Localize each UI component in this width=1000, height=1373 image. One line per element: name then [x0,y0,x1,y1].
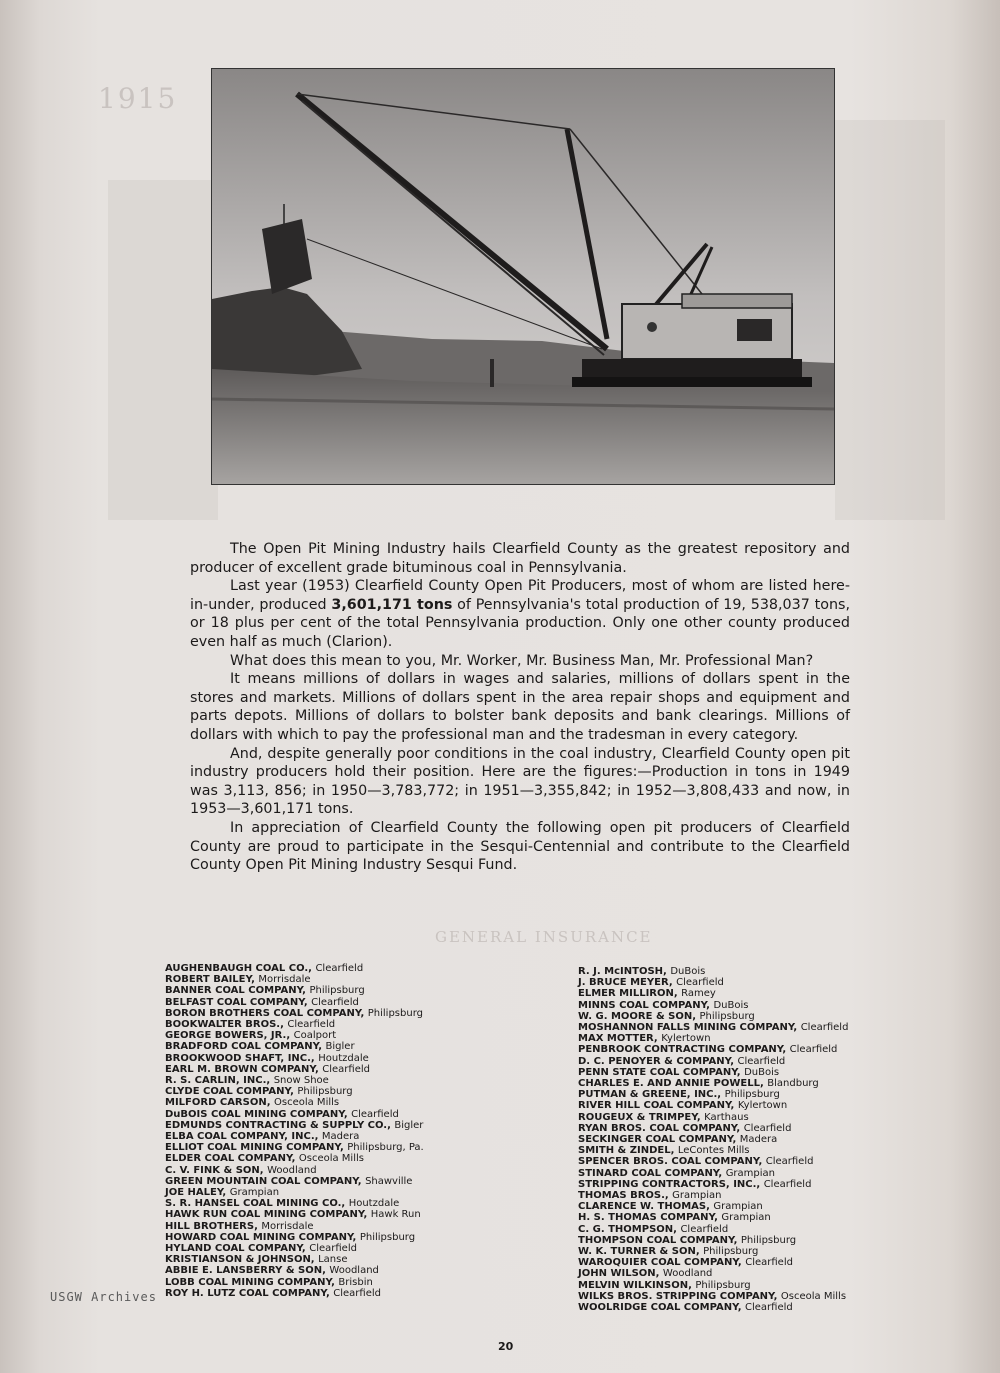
producer-town: Clearfield [743,1122,792,1134]
paragraph-2 [190,577,850,651]
producer-name: WAROQUIER COAL COMPANY, [578,1257,746,1269]
producer-name: W. G. MOORE & SON, [578,1010,700,1022]
producer-name: CHARLES E. AND ANNIE POWELL, [578,1078,768,1090]
paragraph-2-end: of Pennsylvania's total production of 19, 538,037 tons, or 18 plus per cent of the total Pennsylvania production. Only one other county produced even half as much (Clarion). [190,596,851,650]
producer-entry [578,1201,848,1212]
producer-name: PENBROOK CONTRACTING COMPANY, [578,1044,790,1056]
producer-town: Clearfield [745,1257,793,1269]
producer-entry [165,1075,424,1086]
producer-name: ABBIE E. LANSBERRY & SON, [165,1265,330,1277]
producer-town: Grampian [229,1187,280,1199]
producer-town: Clearfield [789,1044,838,1056]
producer-entry [578,1268,848,1279]
producer-name: HILL BROTHERS, [165,1220,262,1232]
producer-entry [578,1033,848,1044]
producer-name: JOHN WILSON, [578,1268,663,1280]
producer-name: C. G. THOMPSON, [578,1223,681,1235]
producer-town: Kylertown [737,1100,788,1112]
producer-entry [578,1078,848,1089]
producer-name: ELLIOT COAL MINING COMPANY, [165,1142,348,1154]
producer-town: Coalport [293,1030,337,1042]
producer-town: Clearfield [351,1108,399,1120]
producer-entry [165,1209,424,1220]
producer-name: HAWK RUN COAL MINING COMPANY, [165,1209,371,1221]
producer-entry [165,1097,424,1108]
producer-town: Lanse [318,1254,348,1266]
production-figure: 3,601,171 tons [331,596,453,613]
dragline-photo [211,68,835,485]
producer-name: ELDER COAL COMPANY, [165,1153,299,1165]
producer-entry [165,1142,424,1153]
producer-entry [165,1265,424,1276]
producer-entry [578,1302,848,1313]
producer-entry [165,1109,424,1120]
producer-name: RYAN BROS. COAL COMPANY, [578,1122,744,1134]
producer-town: Clearfield [800,1022,849,1034]
producer-entry [578,988,848,999]
producer-town: Woodland [329,1265,379,1277]
producer-entry [165,974,424,985]
producer-name: BOOKWALTER BROS., [165,1019,288,1031]
producer-entry [578,1056,848,1067]
producer-town: Clearfield [333,1287,381,1299]
producer-name: SECKINGER COAL COMPANY, [578,1134,740,1146]
paragraph-2-start: Last year (1953) Clearfield County Open Pit Producers, most of whom are listed here-in-under, produced [190,578,850,613]
producer-name: CLYDE COAL COMPANY, [165,1086,298,1098]
dragline-illustration [212,69,834,484]
producer-entry [578,1022,848,1033]
producer-town: Blandburg [767,1078,819,1090]
paragraph-1: The Open Pit Mining Industry hails Clearfield County as the greatest repository and producer of excellent grade bituminous coal in Pennsylvania. [190,541,850,576]
producer-town: DuBois [713,999,749,1011]
producer-town: Clearfield [322,1063,370,1075]
producer-entry [578,1224,848,1235]
producer-town: Grampian [721,1212,771,1224]
producer-entry [165,1030,424,1041]
producer-town: Philipsburg [740,1234,797,1246]
producer-town: Snow Shoe [273,1075,329,1087]
producer-town: Ramey [681,988,716,1000]
producer-name: MILFORD CARSON, [165,1097,274,1109]
paragraph-3: What does this mean to you, Mr. Worker, Mr. Business Man, Mr. Professional Man? [230,652,814,669]
ghost-heading: GENERAL INSURANCE [435,928,653,946]
paragraph-5: And, despite generally poor conditions in the coal industry, Clearfield County open pit industry producers hold their position. Here are the figures:—Production in tons in 1949 was 3,113, 856; in 1950—3,783,772; in 1951—3,355,842; in 1952—3,808,433 and now, in 1953—3,601,171 tons. [190,745,850,818]
producer-town: Philipsburg, Pa. [347,1142,424,1154]
producer-entry [578,1280,848,1291]
producer-name: JOE HALEY, [165,1187,230,1199]
producer-entry [578,1011,848,1022]
producer-name: EARL M. BROWN COMPANY, [165,1063,323,1075]
producer-entry [578,1156,848,1167]
producer-town: Kylertown [661,1033,711,1045]
producer-town: Clearfield [311,996,359,1008]
producer-entry [165,963,424,974]
producer-name: WOOLRIDGE COAL COMPANY, [578,1302,745,1314]
producer-town: Philipsburg [703,1246,759,1258]
producer-entry [578,1168,848,1179]
producer-name: BROOKWOOD SHAFT, INC., [165,1052,319,1064]
producer-entry [578,1190,848,1201]
producer-name: ROBERT BAILEY, [165,974,259,986]
producer-entry [165,1153,424,1164]
producer-name: GEORGE BOWERS, JR., [165,1030,294,1042]
paragraph-4: It means millions of dollars in wages and salaries, millions of dollars spent in the stores and markets. Millions of dollars spent in the area repair shops and equipment and parts depots. Millions of dollars to bolster bank deposits and bank clearings. Millions of dollars with which to pay the professional man and the tradesman in every category. [190,671,850,743]
producer-name: H. S. THOMAS COMPANY, [578,1212,722,1224]
paragraph-6: In appreciation of Clearfield County the following open pit producers of Clearfield County are proud to participate in the Sesqui-Centennial and contribute to the Clearfield County Open Pit Mining Industry Sesqui Fund. [190,819,850,874]
producer-town: Philipsburg [297,1086,353,1098]
producer-name: STRIPPING CONTRACTORS, INC., [578,1178,764,1190]
producer-name: GREEN MOUNTAIN COAL COMPANY, [165,1175,366,1187]
producer-name: AUGHENBAUGH COAL CO., [165,963,316,974]
producer-town: Bigler [394,1119,424,1131]
producer-entry [165,1131,424,1142]
producer-town: Osceola Mills [298,1153,364,1165]
producer-entry [578,1089,848,1100]
producer-entry [165,1232,424,1243]
producer-town: Osceola Mills [274,1097,340,1109]
producer-entry [165,1019,424,1030]
producer-town: Brisbin [338,1276,373,1288]
producer-entry [578,1179,848,1190]
producer-name: DuBOIS COAL MINING COMPANY, [165,1108,352,1120]
producer-entry [578,1000,848,1011]
producer-entry [578,1123,848,1134]
producer-name: ROY H. LUTZ COAL COMPANY, [165,1287,334,1299]
producer-name: R. J. McINTOSH, [578,966,671,977]
producer-entry [578,977,848,988]
producer-town: Clearfield [680,1223,729,1235]
producer-town: Philipsburg [309,985,365,997]
producer-town: Grampian [713,1201,763,1213]
producer-name: ELMER MILLIRON, [578,988,682,1000]
producer-entry [578,966,848,977]
producer-town: DuBois [670,966,706,977]
ghost-building [108,180,218,520]
producer-entry [578,1212,848,1223]
producer-entry [578,1100,848,1111]
producer-name: R. S. CARLIN, INC., [165,1075,274,1087]
producer-town: Philipsburg [699,1010,755,1022]
producer-town: Grampian [672,1190,722,1202]
producer-town: Woodland [662,1268,713,1280]
producer-entry [578,1067,848,1078]
producer-name: J. BRUCE MEYER, [578,977,677,989]
producer-name: BORON BROTHERS COAL COMPANY, [165,1007,368,1019]
producer-town: Clearfield [737,1055,786,1067]
producer-entry [165,1086,424,1097]
producer-town: Madera [321,1131,360,1143]
producer-town: Morrisdale [261,1220,314,1232]
producer-town: Shawville [365,1175,413,1187]
producer-name: PUTMAN & GREENE, INC., [578,1089,725,1101]
producer-name: STINARD COAL COMPANY, [578,1167,726,1179]
producer-town: Clearfield [763,1178,812,1190]
producer-town: Houtzdale [318,1052,369,1064]
producer-entry [165,1198,424,1209]
producer-name: WILKS BROS. STRIPPING COMPANY, [578,1290,781,1302]
producer-name: SPENCER BROS. COAL COMPANY, [578,1156,766,1168]
producer-entry [165,1041,424,1052]
producer-name: HOWARD COAL MINING COMPANY, [165,1231,360,1243]
producer-name: C. V. FINK & SON, [165,1164,268,1176]
producer-name: LOBB COAL MINING COMPANY, [165,1276,339,1288]
producer-town: Clearfield [309,1243,357,1255]
producer-name: KRISTIANSON & JOHNSON, [165,1254,319,1266]
producer-name: HYLAND COAL COMPANY, [165,1243,310,1255]
producer-name: MOSHANNON FALLS MINING COMPANY, [578,1022,801,1034]
producer-name: ROUGEUX & TRIMPEY, [578,1111,705,1123]
producers-list-left [165,963,424,1299]
producer-name: W. K. TURNER & SON, [578,1246,704,1258]
producer-entry [165,1254,424,1265]
producer-entry [578,1246,848,1257]
producers-list-right [578,966,848,1313]
producer-town: DuBois [744,1066,780,1078]
producer-town: Clearfield [287,1019,336,1031]
producer-name: D. C. PENOYER & COMPANY, [578,1055,738,1067]
producer-name: RIVER HILL COAL COMPANY, [578,1100,738,1112]
producer-town: Clearfield [745,1302,793,1314]
ghost-building-right [835,120,945,520]
producer-name: S. R. HANSEL COAL MINING CO., [165,1198,349,1210]
producer-name: BANNER COAL COMPANY, [165,985,310,997]
producer-entry [165,1176,424,1187]
producer-name: BELFAST COAL COMPANY, [165,996,312,1008]
producer-town: Philipsburg [367,1007,423,1019]
producer-town: LeContes Mills [677,1145,750,1157]
producer-name: BRADFORD COAL COMPANY, [165,1041,326,1053]
producer-name: MELVIN WILKINSON, [578,1279,696,1291]
producer-town: Grampian [725,1167,776,1179]
producer-entry [578,1112,848,1123]
producer-entry [578,1257,848,1268]
producer-town: Madera [739,1134,778,1146]
producer-name: MINNS COAL COMPANY, [578,999,714,1011]
producer-town: Clearfield [315,963,364,974]
producer-name: PENN STATE COAL COMPANY, [578,1066,745,1078]
ghost-year: 1915 [98,82,178,115]
producer-entry [165,985,424,996]
producer-town: Clearfield [765,1156,814,1168]
producer-entry [165,1243,424,1254]
producer-name: CLARENCE W. THOMAS, [578,1201,714,1213]
producer-town: Houtzdale [348,1198,400,1210]
producer-name: EDMUNDS CONTRACTING & SUPPLY CO., [165,1119,395,1131]
producer-town: Bigler [325,1041,355,1053]
producer-entry [165,997,424,1008]
producer-name: ELBA COAL COMPANY, INC., [165,1131,322,1143]
producer-town: Philipsburg [695,1279,751,1291]
producer-entry [165,1187,424,1198]
producer-entry [165,1008,424,1019]
producer-town: Woodland [267,1164,317,1176]
producer-town: Karthaus [704,1111,749,1123]
producer-entry [578,1291,848,1302]
producer-entry [578,1044,848,1055]
producer-entry [165,1221,424,1232]
page-number: 20 [498,1340,514,1353]
producer-entry [578,1235,848,1246]
producer-name: SMITH & ZINDEL, [578,1145,678,1157]
producer-entry [165,1288,424,1299]
producer-town: Hawk Run [370,1209,421,1221]
producer-entry [165,1053,424,1064]
producer-town: Morrisdale [258,974,311,986]
producer-name: MAX MOTTER, [578,1033,662,1045]
producer-entry [165,1120,424,1131]
producer-entry [165,1064,424,1075]
archive-watermark: USGW Archives [50,1290,157,1304]
producer-entry [578,1145,848,1156]
producer-name: THOMPSON COAL COMPANY, [578,1234,741,1246]
article-body [190,540,850,875]
producer-town: Philipsburg [724,1089,780,1101]
producer-entry [165,1277,424,1288]
producer-entry [165,1165,424,1176]
producer-entry [578,1134,848,1145]
producer-town: Osceola Mills [780,1290,847,1302]
producer-town: Philipsburg [359,1231,416,1243]
producer-town: Clearfield [676,977,724,989]
producer-name: THOMAS BROS., [578,1190,673,1202]
